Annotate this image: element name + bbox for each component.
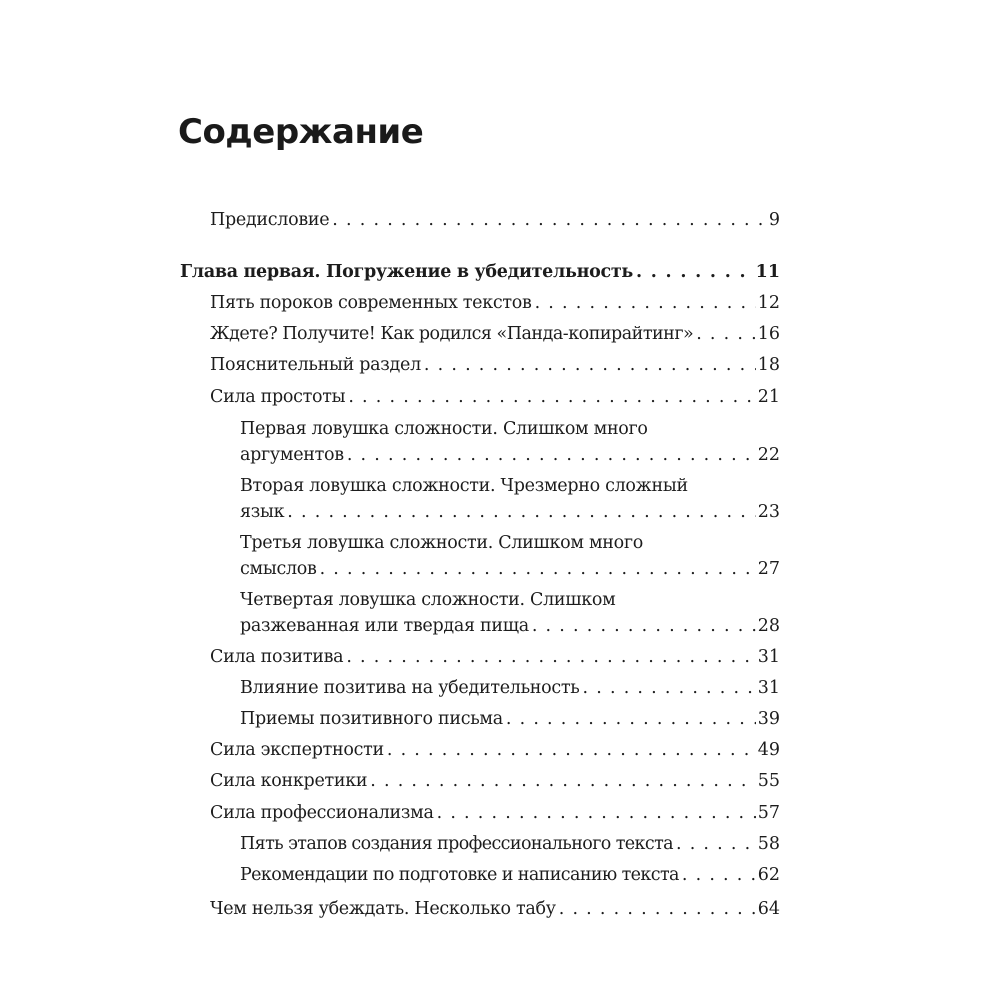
toc-entry[interactable]: [240, 473, 780, 525]
dot-leader: [424, 352, 756, 378]
toc-page-number: 27: [757, 559, 780, 579]
toc-entry[interactable]: [210, 352, 780, 378]
toc-entry-label: Чем нельзя убеждать. Несколько табу: [210, 899, 556, 919]
toc-entry[interactable]: [210, 384, 780, 410]
toc-entry-label-line2: аргументов: [240, 445, 344, 465]
toc-entry-label-line2: смыслов: [240, 559, 317, 579]
toc-entry[interactable]: [210, 800, 780, 826]
dot-leader: [676, 831, 756, 857]
toc-page-number: 39: [757, 709, 780, 729]
toc-entry[interactable]: [240, 862, 780, 888]
toc-entry[interactable]: [240, 587, 780, 639]
toc-entry-label: Приемы позитивного письма: [240, 709, 503, 729]
toc-page-number: 11: [755, 262, 780, 282]
toc-entry[interactable]: [240, 831, 780, 857]
toc-page-number: 55: [757, 771, 780, 791]
toc-entry-label: Глава первая. Погружение в убедительность: [180, 262, 633, 282]
toc-entry-preface[interactable]: [210, 207, 780, 233]
toc-entry[interactable]: [210, 768, 780, 794]
toc-entry[interactable]: [210, 644, 780, 670]
toc-page-number: 31: [757, 678, 780, 698]
toc-entry-label: Сила конкретики: [210, 771, 368, 791]
toc-page-number: 12: [757, 293, 780, 313]
dot-leader: [696, 321, 756, 347]
toc-page-number: 9: [768, 210, 780, 230]
toc-page-number: 64: [757, 899, 780, 919]
toc-entry-label: Пять пороков современных текстов: [210, 293, 532, 313]
toc-entry-chapter-one[interactable]: [180, 259, 780, 285]
toc-entry-label-line1: Третья ловушка сложности. Слишком много: [240, 533, 643, 553]
toc-page-number: 62: [757, 865, 780, 885]
dot-leader: [332, 207, 767, 233]
toc-page-number: 16: [757, 324, 780, 344]
toc-entry-label: Ждете? Получите! Как родился «Панда-копирайтинг»: [210, 324, 694, 344]
toc-page-number: 58: [757, 834, 780, 854]
dot-leader: [347, 442, 756, 468]
toc-entry-label: Предисловие: [210, 210, 330, 230]
dot-leader: [348, 384, 755, 410]
dot-leader: [437, 800, 756, 826]
toc-page-number: 31: [757, 647, 780, 667]
toc-entry[interactable]: [210, 896, 780, 922]
toc-page-number: 57: [757, 803, 780, 823]
toc-entry-label-line1: Первая ловушка сложности. Слишком много: [240, 419, 648, 439]
toc-page-number: 49: [757, 740, 780, 760]
toc-entry-label: Сила позитива: [210, 647, 344, 667]
toc-entry[interactable]: [210, 321, 780, 347]
dot-leader: [559, 896, 756, 922]
toc-entry-label: Сила профессионализма: [210, 803, 434, 823]
dot-leader: [506, 706, 756, 732]
toc-entry[interactable]: [240, 706, 780, 732]
toc-page-number: 28: [757, 616, 780, 636]
toc-entry-label: Пояснительный раздел: [210, 355, 421, 375]
dot-leader: [387, 737, 756, 763]
dot-leader: [370, 768, 755, 794]
toc-entry-label: Сила экспертности: [210, 740, 384, 760]
toc-entry-label: Влияние позитива на убедительность: [240, 678, 580, 698]
toc-entry[interactable]: [240, 530, 780, 582]
dot-leader: [682, 862, 756, 888]
toc-page-number: 21: [757, 387, 780, 407]
dot-leader: [320, 556, 756, 582]
toc-entry[interactable]: [240, 416, 780, 468]
toc-entry-label-line1: Вторая ловушка сложности. Чрезмерно сложный: [240, 476, 688, 496]
dot-leader: [583, 675, 756, 701]
dot-leader: [346, 644, 755, 670]
dot-leader: [535, 290, 756, 316]
toc-page-number: 18: [757, 355, 780, 375]
toc-page-number: 22: [757, 445, 780, 465]
dot-leader: [636, 259, 754, 285]
toc-entry-label: Пять этапов создания профессионального текста: [240, 834, 673, 854]
toc-entry[interactable]: [210, 290, 780, 316]
toc-entry-label-line1: Четвертая ловушка сложности. Слишком: [240, 590, 616, 610]
page-title: Содержание: [178, 112, 424, 152]
toc-page-number: 23: [757, 502, 780, 522]
dot-leader: [532, 613, 756, 639]
toc-entry-label-line2: разжеванная или твердая пища: [240, 616, 529, 636]
toc-entry-label: Сила простоты: [210, 387, 346, 407]
dot-leader: [287, 499, 755, 525]
toc-entry[interactable]: [210, 737, 780, 763]
toc-entry-label: Рекомендации по подготовке и написанию текста: [240, 865, 679, 885]
toc-entry[interactable]: [240, 675, 780, 701]
toc-entry-label-line2: язык: [240, 502, 285, 522]
